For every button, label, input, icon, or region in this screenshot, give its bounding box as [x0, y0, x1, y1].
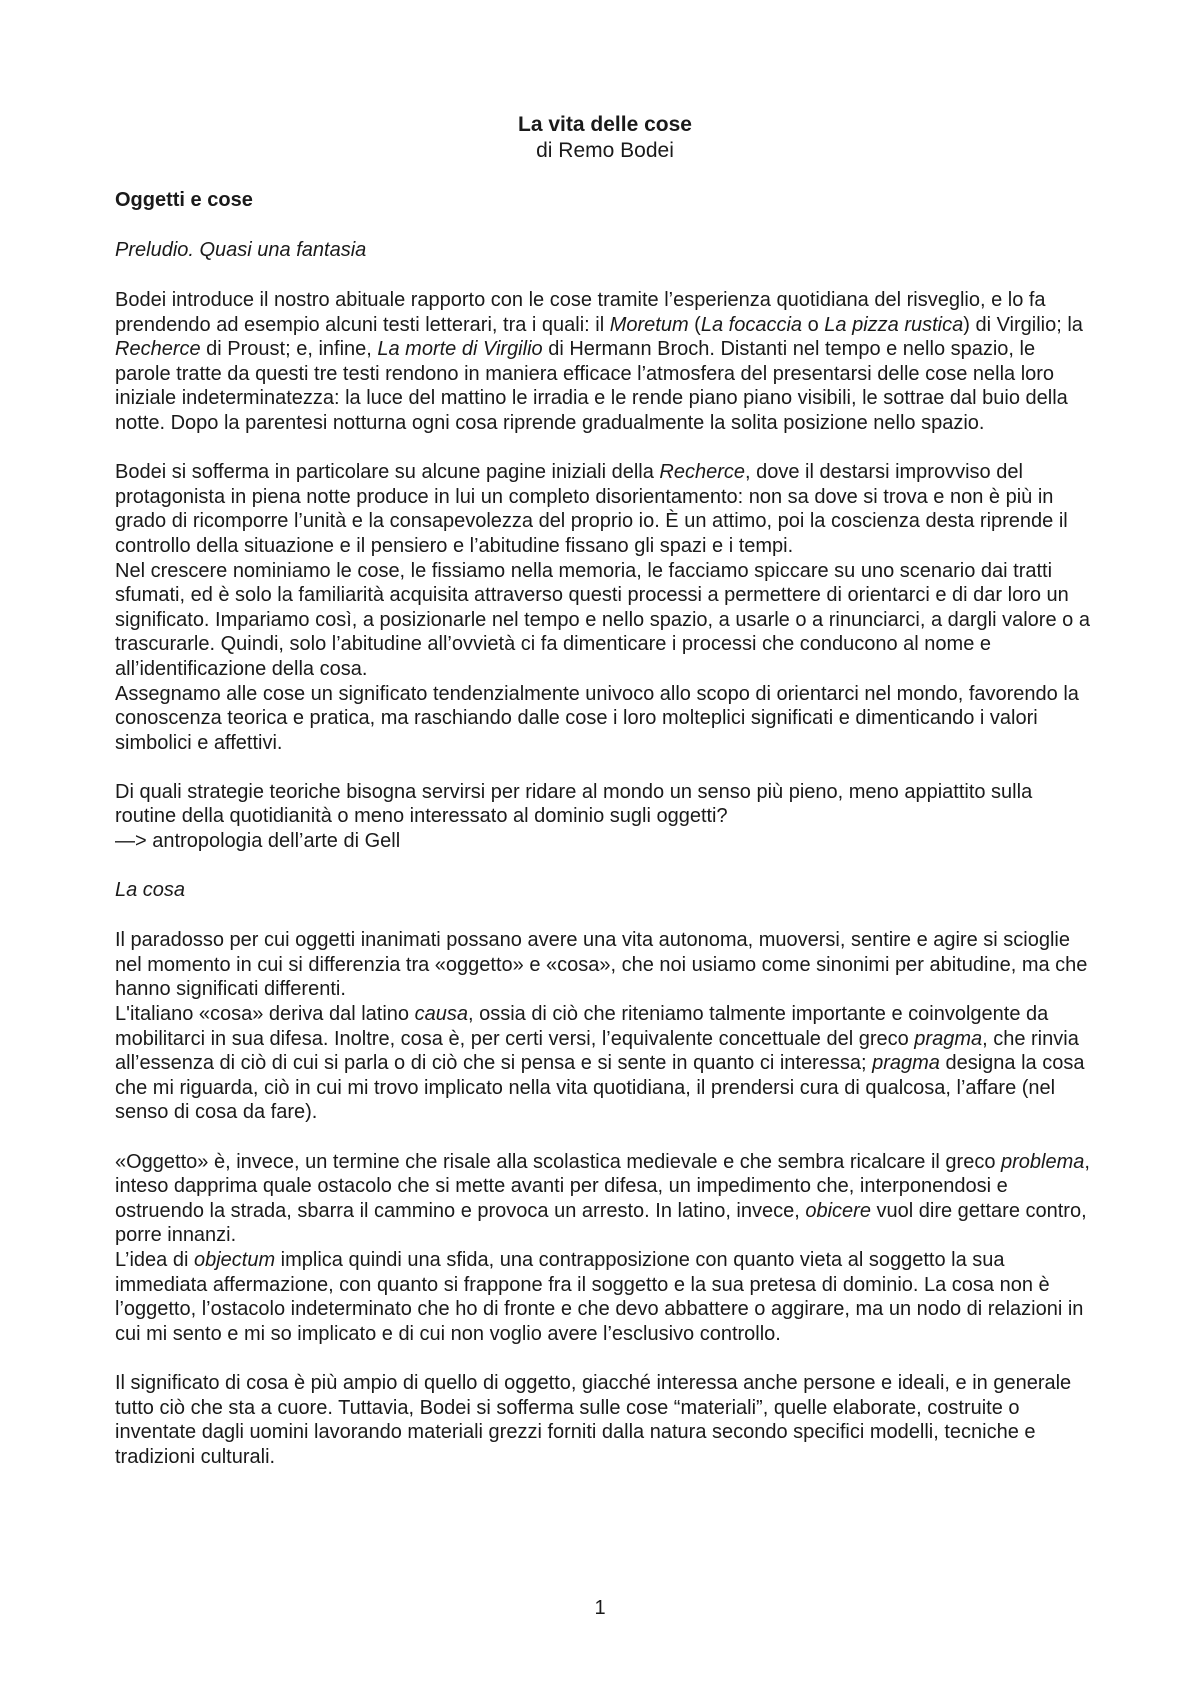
page-number: 1	[594, 1597, 606, 1619]
subsection-heading-la-cosa: La cosa	[115, 879, 186, 902]
subsection-heading-preludio: Preludio. Quasi una fantasia	[115, 239, 367, 261]
paragraph-9: «Oggetto» è, invece, un termine che risale alla scolastica medievale e che sembra ricalcare il greco problema, inteso dapprima quale ostacolo che si mette avanti per difesa, un impedimento che, interponendosi e ostruendo la strada, sbarra il cammino e provoca un arresto. In latino, invece, obicere vuol dire gettare contro, porre innanzi.	[115, 1150, 1090, 1247]
section-heading: Oggetti e cose	[115, 189, 253, 211]
paragraph-5: Di quali strategie teoriche bisogna servirsi per ridare al mondo un senso più pieno, meno appiattito sulla routine della quotidianità o meno interessato al dominio sugli oggetti?	[115, 780, 1033, 828]
paragraph-1: Bodei introduce il nostro abituale rapporto con le cose tramite l’esperienza quotidiana del risveglio, e lo fa prendendo ad esempio alcuni testi letterari, tra i quali: il Moretum (La focaccia o La pizza rustica) di Virgilio; la Recherce di Proust; e, infine, La morte di Virgilio di Hermann Broch. Distanti nel tempo e nello spazio, le parole tratte da questi tre testi rendono in maniera efficace l’atmosfera del presentarsi delle cose nella loro iniziale indeterminatezza: la luce del mattino le irradia e le rende piano piano visibili, le sottrae dal buio della notte. Dopo la parentesi notturna ogni cosa riprende gradualmente la solita posizione nello spazio.	[115, 289, 1083, 434]
paragraph-2: Bodei si sofferma in particolare su alcune pagine iniziali della Recherce, dove il destarsi improvviso del protagonista in piena notte produce in lui un completo disorientamento: non sa dove si trova e non è più in grado di ricomporre l’unità e la consapevolezza del proprio io. È un attimo, poi la coscienza desta riprende il controllo della situazione e il pensiero e l’abitudine fissano gli spazi e i tempi.	[115, 461, 1068, 557]
paragraph-11: Il significato di cosa è più ampio di quello di oggetto, giacché interessa anche persone e ideali, e in generale tutto ciò che sta a cuore. Tuttavia, Bodei si sofferma sulle cose “materiali”, quelle elaborate, costruite o inventate dagli uomini lavorando materiali grezzi forniti dalla natura secondo specifici modelli, tecniche e tradizioni culturali.	[115, 1371, 1072, 1468]
paragraph-4: Assegnamo alle cose un significato tendenzialmente univoco allo scopo di orientarci nel mondo, favorendo la conoscenza teorica e pratica, ma raschiando dalle cose i loro molteplici significati e dimenticando i valori simbolici e affettivi.	[115, 682, 1079, 754]
paragraph-3: Nel crescere nominiamo le cose, le fissiamo nella memoria, le facciamo spiccare su uno scenario dai tratti sfumati, ed è solo la familiarità acquisita attraverso questi processi a permettere di orientarci e di dar loro un significato. Impariamo così, a posizionarle nel tempo e nello spazio, a usarle o a rinunciarci, a dargli valore o a trascurarle. Quindi, solo l’abitudine all’ovvietà ci fa dimenticare i processi che conducono al nome e all’identificazione della cosa.	[115, 559, 1090, 680]
paragraph-8: L'italiano «cosa» deriva dal latino causa, ossia di ciò che riteniamo talmente importante e coinvolgente da mobilitarci in sua difesa. Inoltre, cosa è, per certi versi, l’equivalente concettuale del greco pragma, che rinvia all’essenza di ciò di cui si parla o di ciò che si pensa e si sente in quanto ci interessa; pragma designa la cosa che mi riguarda, ciò in cui mi trovo implicato nella vita quotidiana, il prendersi cura di qualcosa, l’affare (nel senso di cosa da fare).	[115, 1003, 1085, 1124]
document-author: di Remo Bodei	[536, 139, 674, 162]
paragraph-10: L’idea di objectum implica quindi una sfida, una contrapposizione con quanto vieta al soggetto la sua immediata affermazione, con quanto si frappone fra il soggetto e la sua pretesa di dominio. La cosa non è l’oggetto, l’ostacolo indeterminato che ho di fronte e che devo abbattere o aggirare, ma un nodo di relazioni in cui mi sento e mi so implicato e di cui non voglio avere l’esclusivo controllo.	[115, 1248, 1084, 1345]
document-page	[115, 112, 1095, 1469]
paragraph-7: Il paradosso per cui oggetti inanimati possano avere una vita autonoma, muoversi, sentire e agire si scioglie nel momento in cui si differenzia tra «oggetto» e «cosa», che noi usiamo come sinonimi per abitudine, ma che hanno significati differenti.	[115, 929, 1088, 1001]
paragraph-6: —> antropologia dell’arte di Gell	[115, 830, 401, 853]
document-title: La vita delle cose	[518, 113, 692, 136]
